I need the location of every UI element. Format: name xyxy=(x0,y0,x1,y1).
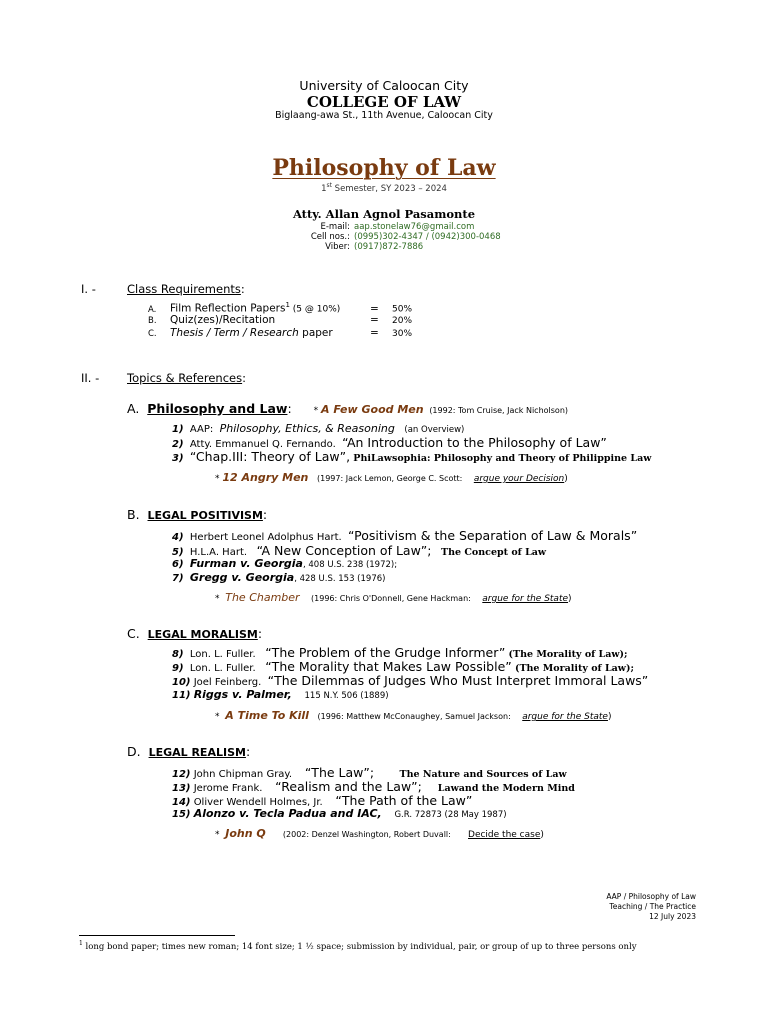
footnote-divider xyxy=(79,935,235,936)
email-row: E-mail: aap.stonelaw76@gmail.com xyxy=(320,222,475,232)
reference-11: 11) Riggs v. Palmer, 115 N.Y. 506 (1889) xyxy=(172,688,389,701)
reference-7: 7) Gregg v. Georgia, 428 U.S. 153 (1976) xyxy=(172,571,386,584)
topic-b-heading: B. LEGAL POSITIVISM: xyxy=(127,507,268,522)
movie-a-time-to-kill: * A Time To Kill (1996: Matthew McConaughey, Samuel Jackson: argue for the State) xyxy=(215,709,612,722)
reference-13: 13) Jerome Frank. “Realism and the Law”; Lawand the Modern Mind xyxy=(172,779,575,794)
reference-9: 9) Lon. L. Fuller. “The Morality that Makes Law Possible” (The Morality of Law); xyxy=(172,659,634,674)
instructor-name: Atty. Allan Agnol Pasamonte xyxy=(292,207,476,221)
requirement-c: C. Thesis / Term / Research paper = 30% xyxy=(148,327,413,339)
viber-row: Viber: (0917)872-7886 xyxy=(325,242,424,252)
movie-12-angry-men: * 12 Angry Men (1997: Jack Lemon, George C. Scott: argue your Decision) xyxy=(215,471,568,484)
reference-5: 5) H.L.A. Hart. “A New Conception of Law”; The Concept of Law xyxy=(172,543,547,558)
semester-line: 1st Semester, SY 2023 – 2024 xyxy=(321,182,447,194)
topic-a-heading: A. Philosophy and Law: * A Few Good Men (1992: Tom Cruise, Jack Nicholson) xyxy=(127,401,569,416)
email-link[interactable]: aap.stonelaw76@gmail.com xyxy=(354,222,475,232)
reference-3: 3) “Chap.III: Theory of Law”, PhiLawsophia: Philosophy and Theory of Philippine Law xyxy=(172,449,652,464)
cell-row: Cell nos.: (0995)302-4347 / (0942)300-0468 xyxy=(310,232,501,242)
footer-info: AAP / Philosophy of Law Teaching / The Practice 12 July 2023 xyxy=(606,892,696,921)
topic-c-heading: C. LEGAL MORALISM: xyxy=(127,626,263,641)
reference-6: 6) Furman v. Georgia, 408 U.S. 238 (1972); xyxy=(172,557,398,570)
college-name: COLLEGE OF LAW xyxy=(306,93,462,111)
footnote: $^1$ long bond paper; times new roman; 14 font size; 1 ½ space; submission by individual, pair, or group of up to three persons only xyxy=(79,940,637,952)
reference-2: 2) Atty. Emmanuel Q. Fernando. “An Introduction to the Philosophy of Law” xyxy=(172,435,607,450)
reference-4: 4) Herbert Leonel Adolphus Hart. “Positivism & the Separation of Law & Morals” xyxy=(172,528,638,543)
section-topics-references: II. - Topics & References: xyxy=(81,371,246,385)
reference-1: 1) AAP: Philosophy, Ethics, & Reasoning (an Overview) xyxy=(172,422,465,435)
reference-15: 15) Alonzo v. Tecla Padua and IAC, G.R. 72873 (28 May 1987) xyxy=(172,807,507,820)
requirement-b: B. Quiz(zes)/Recitation = 20% xyxy=(148,314,413,326)
topic-d-heading: D. LEGAL REALISM: xyxy=(127,744,251,759)
reference-12: 12) John Chipman Gray. “The Law”; The Nature and Sources of Law xyxy=(172,765,567,780)
section-class-requirements: I. - Class Requirements: xyxy=(81,282,245,296)
college-address: Biglaang-awa St., 11th Avenue, Caloocan City xyxy=(275,110,493,121)
movie-john-q: * John Q (2002: Denzel Washington, Robert Duvall: Decide the case) xyxy=(215,827,544,840)
requirement-a: A. Film Reflection Papers$^1$ (5 @ 10%) = 50% xyxy=(148,301,413,315)
reference-10: 10) Joel Feinberg. “The Dilemmas of Judges Who Must Interpret Immoral Laws” xyxy=(172,673,649,688)
course-title: Philosophy of Law xyxy=(272,155,496,181)
movie-the-chamber: * The Chamber (1996: Chris O'Donnell, Gene Hackman: argue for the State) xyxy=(215,591,572,604)
reference-8: 8) Lon. L. Fuller. “The Problem of the Grudge Informer” (The Morality of Law); xyxy=(172,645,628,660)
reference-14: 14) Oliver Wendell Holmes, Jr. “The Path of the Law” xyxy=(172,793,473,808)
university-name: University of Caloocan City xyxy=(299,78,469,93)
